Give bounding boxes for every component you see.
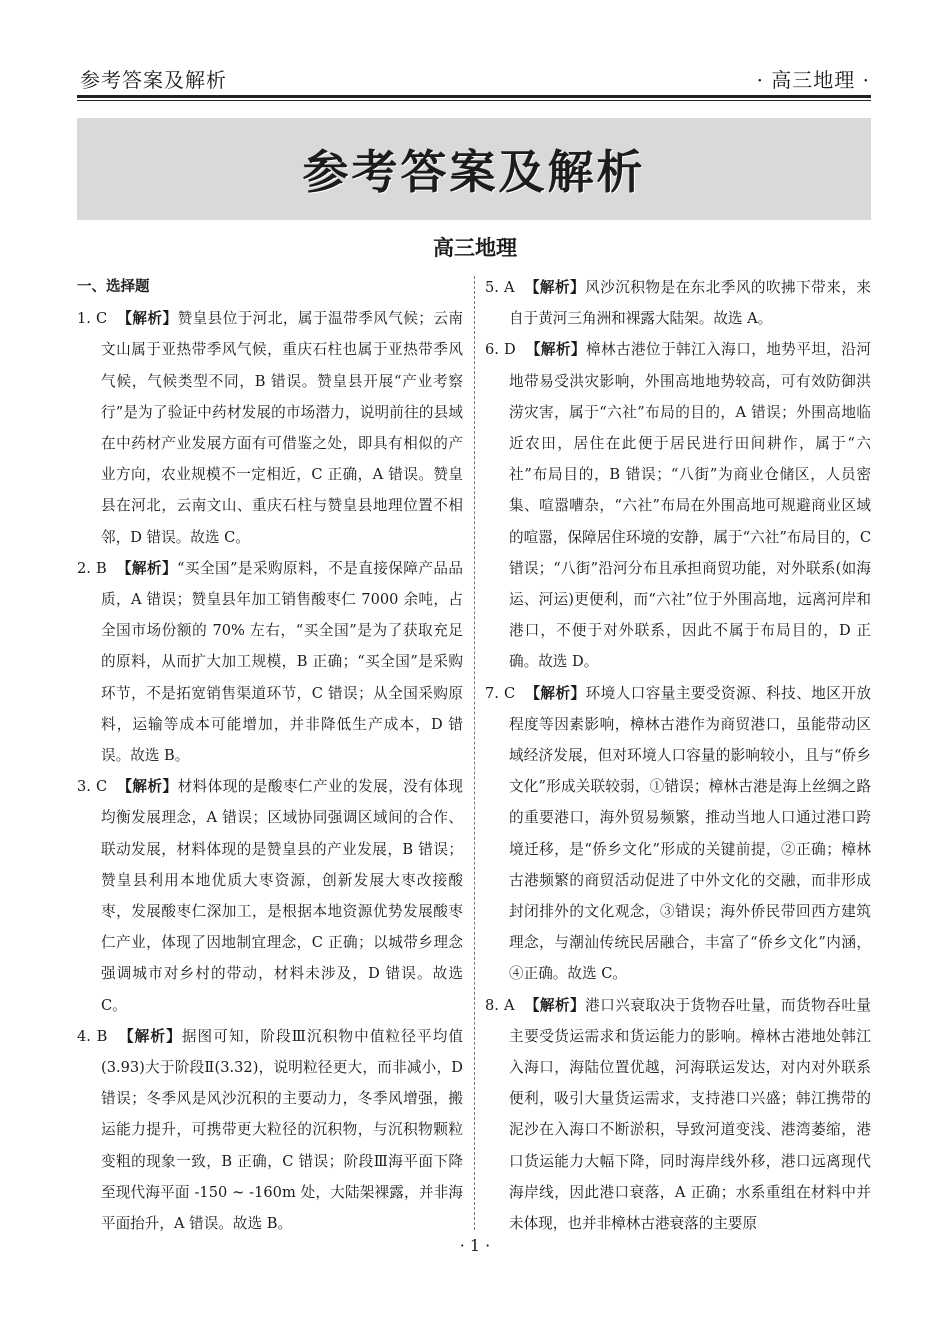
question-1-text: 赞皇县位于河北，属于温带季风气候；云南文山属于亚热带季风气候，重庆石柱也属于亚热带季风气候，气候类型不同，B 错误。赞皇县开展“产业考察行”是为了验证中药材发展的市场潜力，说明前往的县域在中药材产业发展方面有可借鉴之处，即具有相似的产业方向，农业规模不一定相近，C 正确，A 错误。赞皇县在河北，云南文山、重庆石柱与赞皇县地理位置不相邻，D 错误。故选 C。 bbox=[101, 310, 463, 546]
title-banner bbox=[77, 118, 871, 220]
question-3-tag: 【解析】 bbox=[117, 778, 178, 796]
question-4-tag: 【解析】 bbox=[118, 1027, 182, 1045]
question-5-text: 风沙沉积物是在东北季风的吹拂下带来，来自于黄河三角洲和裸露大陆架。故选 A。 bbox=[509, 279, 871, 328]
question-7 bbox=[485, 678, 871, 990]
right-column bbox=[485, 272, 871, 1239]
question-6-text: 樟林古港位于韩江入海口，地势平坦，沿河地带易受洪灾影响，外围高地地势较高，可有效防御洪涝灾害，属于“六社”布局的目的，A 错误；外围高地临近农田，居住在此便于居民进行田间耕作，属于“六社”布局目的，B 错误；“八街”为商业仓储区，人员密集、喧嚣嘈杂，“六社”布局在外围高地可规避商业区域的喧嚣，保障居住环境的安静，属于“六社”布局目的，C 错误；“八街”沿河分布且承担商贸功能，对外联系(如海运、河运)更便利，而“六社”位于外围高地，远离河岸和港口，不便于对外联系，因此不属于布局目的，D 正确。故选 D。 bbox=[509, 341, 871, 671]
subject-title: 高三地理 bbox=[433, 236, 517, 260]
question-5-tag: 【解析】 bbox=[524, 279, 586, 296]
question-3-number: 3. C bbox=[77, 778, 108, 796]
question-1-tag: 【解析】 bbox=[117, 310, 178, 328]
question-1 bbox=[77, 303, 463, 553]
header-rule-thin bbox=[77, 100, 871, 101]
question-6-number: 6. D bbox=[485, 341, 516, 359]
left-column bbox=[77, 272, 463, 1239]
column-divider bbox=[474, 276, 475, 1230]
question-7-tag: 【解析】 bbox=[525, 684, 586, 702]
banner-title: 参考答案及解析 bbox=[302, 145, 646, 199]
page-number: · 1 · bbox=[459, 1236, 491, 1255]
question-8-number: 8. A bbox=[485, 996, 515, 1014]
question-3-text: 材料体现的是酸枣仁产业的发展，没有体现均衡发展理念，A 错误；区域协同强调区域间的合作、联动发展，材料体现的是赞皇县的产业发展，B 错误；赞皇县利用本地优质大枣资源，创新发展大枣改接酸枣，发展酸枣仁深加工，是根据本地资源优势发展酸枣仁产业，体现了因地制宜理念，C 正确；以城带乡理念强调城市对乡村的带动，材料未涉及，D 错误。故选 C。 bbox=[101, 778, 463, 1014]
question-7-text: 环境人口容量主要受资源、科技、地区开放程度等因素影响，樟林古港作为商贸港口，虽能带动区域经济发展，但对环境人口容量的影响较小，且与“侨乡文化”形成关联较弱，①错误；樟林古港是海上丝绸之路的重要港口，海外贸易频繁，推动当地人口通过港口跨境迁移，是“侨乡文化”形成的关键前提，②正确；樟林古港频繁的商贸活动促进了中外文化的交融，而非形成封闭排外的文化观念，③错误；海外侨民带回西方建筑理念，与潮汕传统民居融合，丰富了“侨乡文化”内涵，④正确。故选 C。 bbox=[509, 684, 871, 983]
question-8-text: 港口兴衰取决于货物吞吐量，而货物吞吐量主要受货运需求和货运能力的影响。樟林古港地处韩江入海口，海陆位置优越，河海联运发达，对内对外联系便利，吸引大量货运需求，支持港口兴盛；韩江携带的泥沙在入海口不断淤积，导致河道变浅、港湾萎缩，港口货运能力大幅下降，同时海岸线外移，港口远离现代海岸线，因此港口衰落，A 正确；水系重组在材料中并未体现，也并非樟林古港衰落的主要原 bbox=[509, 996, 871, 1233]
question-4 bbox=[77, 1021, 463, 1239]
running-header-left: 参考答案及解析 bbox=[80, 68, 227, 92]
question-5-number: 5. A bbox=[485, 279, 515, 296]
running-header-right: · 高三地理 · bbox=[756, 68, 870, 92]
section-title: 一、选择题 bbox=[77, 279, 150, 295]
question-2-number: 2. B bbox=[77, 559, 107, 577]
question-4-text: 据图可知，阶段Ⅲ沉积物中值粒径平均值(3.93)大于阶段Ⅱ(3.32)，说明粒径更大，而非减小，D 错误；冬季风是风沙沉积的主要动力，冬季风增强，搬运能力提升，可携带更大粒径的沉积物，与沉积物颗粒变粗的现象一致，B 正确，C 错误；阶段Ⅲ海平面下降至现代海平面 -150 ~ -160m 处，大陆架裸露，并非海平面抬升，A 错误。故选 B。 bbox=[101, 1027, 464, 1233]
question-2 bbox=[77, 553, 463, 771]
question-6-tag: 【解析】 bbox=[525, 341, 586, 359]
question-8 bbox=[485, 990, 871, 1240]
question-3 bbox=[77, 771, 463, 1021]
question-5 bbox=[485, 272, 871, 334]
question-2-text: “买全国”是采购原料，不是直接保障产品品质，A 错误；赞皇县年加工销售酸枣仁 7000 余吨，占全国市场份额的 70% 左右，“买全国”是为了获取充足的原料，从而扩大加工规模，B 正确；“买全国”是采购环节，不是拓宽销售渠道环节，C 错误；从全国采购原料，运输等成本可能增加，并非降低生产成本，D 错误。故选 B。 bbox=[101, 559, 463, 765]
question-8-tag: 【解析】 bbox=[524, 996, 586, 1014]
question-6 bbox=[485, 334, 871, 677]
header-rule-thick bbox=[77, 95, 871, 98]
question-4-number: 4. B bbox=[77, 1027, 108, 1045]
question-1-number: 1. C bbox=[77, 310, 108, 328]
question-7-number: 7. C bbox=[485, 684, 516, 702]
question-2-tag: 【解析】 bbox=[116, 559, 178, 577]
